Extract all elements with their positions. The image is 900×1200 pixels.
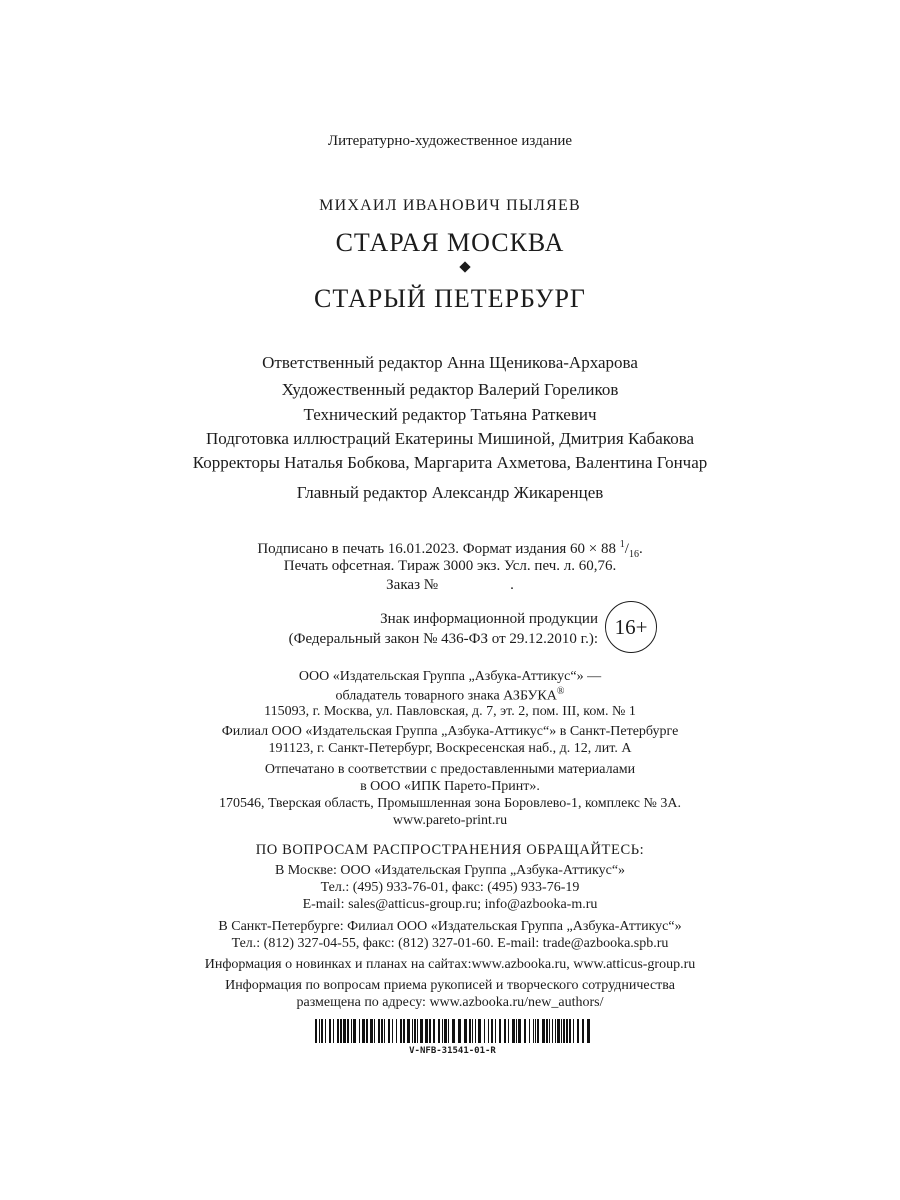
barcode-bar [359,1019,360,1043]
credit-proofreaders: Корректоры Наталья Бобкова, Маргарита Ахметова, Валентина Гончар [192,453,708,472]
credit-art-editor: Художественный редактор Валерий Гореликов [281,380,619,399]
barcode-bar [337,1019,339,1043]
barcode-bar [420,1019,423,1043]
moscow-contact-phone: Тел.: (495) 933-76-01, факс: (495) 933-76-19 [320,880,580,895]
barcode-bar [512,1019,515,1043]
barcode-bar [587,1019,590,1043]
book-title-part2: СТАРЫЙ ПЕТЕРБУРГ [314,284,586,313]
barcode-bar [499,1019,501,1043]
barcode-bar [392,1019,393,1043]
barcode-bar [491,1019,493,1043]
barcode-bar [329,1019,331,1043]
printer-line2: в ООО «ИПК Парето-Принт». [360,779,540,794]
book-title-part1: СТАРАЯ МОСКВА [335,228,565,257]
publisher-name-line1: ООО «Издательская Группа „Азбука-Аттикус“» — [298,669,602,684]
barcode-bar [549,1019,550,1043]
barcode-bar [403,1019,405,1043]
barcode-bar [378,1019,380,1043]
barcode-bar [469,1019,471,1043]
barcode-bar [366,1019,368,1043]
barcode-bar [484,1019,485,1043]
moscow-contact-name: В Москве: ООО «Издательская Группа „Азбука-Аттикус“» [274,863,626,878]
barcode-bar [488,1019,489,1043]
barcode-bar [458,1019,461,1043]
barcode-bar [417,1019,418,1043]
barcode-bar [370,1019,373,1043]
distribution-heading: ПО ВОПРОСАМ РАСПРОСТРАНЕНИЯ ОБРАЩАЙТЕСЬ: [255,842,645,858]
barcode-bar [333,1019,334,1043]
spb-contact-phone-email: Тел.: (812) 327-04-55, факс: (812) 327-01-60. E-mail: trade@azbooka.spb.ru [231,936,669,951]
format-slash: / [624,541,629,557]
barcode-bar [552,1019,553,1043]
barcode-bar [452,1019,455,1043]
barcode-bar [542,1019,545,1043]
barcode-bar [412,1019,413,1043]
author-name: МИХАИЛ ИВАНОВИЧ ПЫЛЯЕВ [319,197,581,214]
publisher-name-line2 [0,686,900,705]
barcode-bar [407,1019,410,1043]
printer-website: www.pareto-print.ru [392,813,508,828]
print-run-line: Печать офсетная. Тираж 3000 экз. Усл. печ. л. 60,76. [283,558,617,574]
barcode-bar [508,1019,509,1043]
barcode-bar [495,1019,496,1043]
barcode-bar [535,1019,536,1043]
barcode-bar [414,1019,416,1043]
barcode-bar [533,1019,534,1043]
barcode-bar [374,1019,375,1043]
barcode-bar [384,1019,385,1043]
barcode-bar [343,1019,346,1043]
manuscripts-info-line2: размещена по адресу: www.azbooka.ru/new_authors/ [296,995,604,1010]
age-sign-label-line2: (Федеральный закон № 436-ФЗ от 29.12.2010 г.): [288,631,598,647]
barcode-bar [582,1019,584,1043]
barcode-bar [577,1019,579,1043]
barcode-bar [400,1019,402,1043]
barcode-text: V-NFB-31541-01-R [409,1046,496,1056]
order-label: Заказ № [386,577,439,593]
barcode-bar [516,1019,517,1043]
print-signed-line [0,539,900,560]
barcode-bar [425,1019,428,1043]
moscow-contact-email: E-mail: sales@atticus-group.ru; info@azbooka-m.ru [302,897,598,912]
barcode-bar [433,1019,435,1043]
format-denominator: 16 [628,549,639,560]
barcode-bar [325,1019,326,1043]
news-info-line: Информация о новинках и планах на сайтах:www.azbooka.ru, www.atticus-group.ru [204,957,696,972]
publisher-address: 115093, г. Москва, ул. Павловская, д. 7, эт. 2, пом. III, ком. № 1 [264,704,636,719]
barcode-bar [524,1019,526,1043]
branch-name: Филиал ООО «Издательская Группа „Азбука-Аттикус“» в Санкт-Петербурге [221,724,679,739]
barcode-icon [315,1019,590,1043]
barcode-bar [563,1019,565,1043]
print-signed-text: Подписано в печать 16.01.2023. Формат издания 60 × 88 [257,541,617,557]
barcode-bar [478,1019,481,1043]
order-end: . [510,577,514,593]
barcode-bar [442,1019,443,1043]
edition-type: Литературно-художественное издание [327,133,573,149]
barcode-bar [561,1019,562,1043]
barcode-bar [557,1019,560,1043]
barcode-bar [472,1019,473,1043]
order-number-line [0,577,900,594]
age-rating-text: 16+ [614,614,648,639]
spb-contact-name: В Санкт-Петербурге: Филиал ООО «Издательская Группа „Азбука-Аттикус“» [218,919,682,934]
barcode-bar [321,1019,323,1043]
barcode-bar [396,1019,397,1043]
barcode-bar [429,1019,431,1043]
barcode-bar [444,1019,447,1043]
barcode-bar [362,1019,365,1043]
barcode-bar [319,1019,320,1043]
age-rating-badge [605,601,657,653]
barcode-bar [464,1019,467,1043]
barcode-bar [340,1019,342,1043]
barcode-bar [504,1019,506,1043]
barcode-bar [573,1019,574,1043]
branch-address: 191123, г. Санкт-Петербург, Воскресенская наб., д. 12, лит. А [268,741,632,756]
barcode-bar [347,1019,349,1043]
barcode-bar [381,1019,383,1043]
barcode-bar [569,1019,571,1043]
age-sign-label [272,609,598,649]
barcode-bar [315,1019,317,1043]
barcode-bar [566,1019,568,1043]
credit-chief-editor: Главный редактор Александр Жикаренцев [296,483,604,502]
barcode-bar [546,1019,548,1043]
barcode-bar [388,1019,390,1043]
credit-technical-editor: Технический редактор Татьяна Раткевич [303,405,597,424]
barcode-bar [438,1019,440,1043]
publisher-trademark-text: обладатель товарного знака АЗБУКА [335,688,557,704]
barcode-bar [351,1019,352,1043]
format-end: . [638,541,643,557]
barcode-bar [518,1019,521,1043]
credit-responsible-editor: Ответственный редактор Анна Щеникова-Архарова [262,353,638,372]
printer-line1: Отпечатано в соответствии с предоставленными материалами [264,762,636,777]
barcode-bar [448,1019,449,1043]
credit-illustrations: Подготовка иллюстраций Екатерины Мишиной, Дмитрия Кабакова [205,429,695,448]
diamond-separator-icon [459,261,470,272]
barcode-bar [475,1019,476,1043]
barcode-bar [353,1019,356,1043]
barcode-bar [537,1019,539,1043]
printer-address: 170546, Тверская область, Промышленная зона Боровлево-1, комплекс № 3А. [219,796,681,811]
format-numerator: 1 [619,539,625,550]
barcode-bar [529,1019,530,1043]
registered-trademark-icon: ® [556,686,565,697]
barcode-bar [555,1019,556,1043]
manuscripts-info-line1: Информация по вопросам приема рукописей и творческого сотрудничества [225,978,675,993]
age-sign-label-line1: Знак информационной продукции [380,611,598,627]
